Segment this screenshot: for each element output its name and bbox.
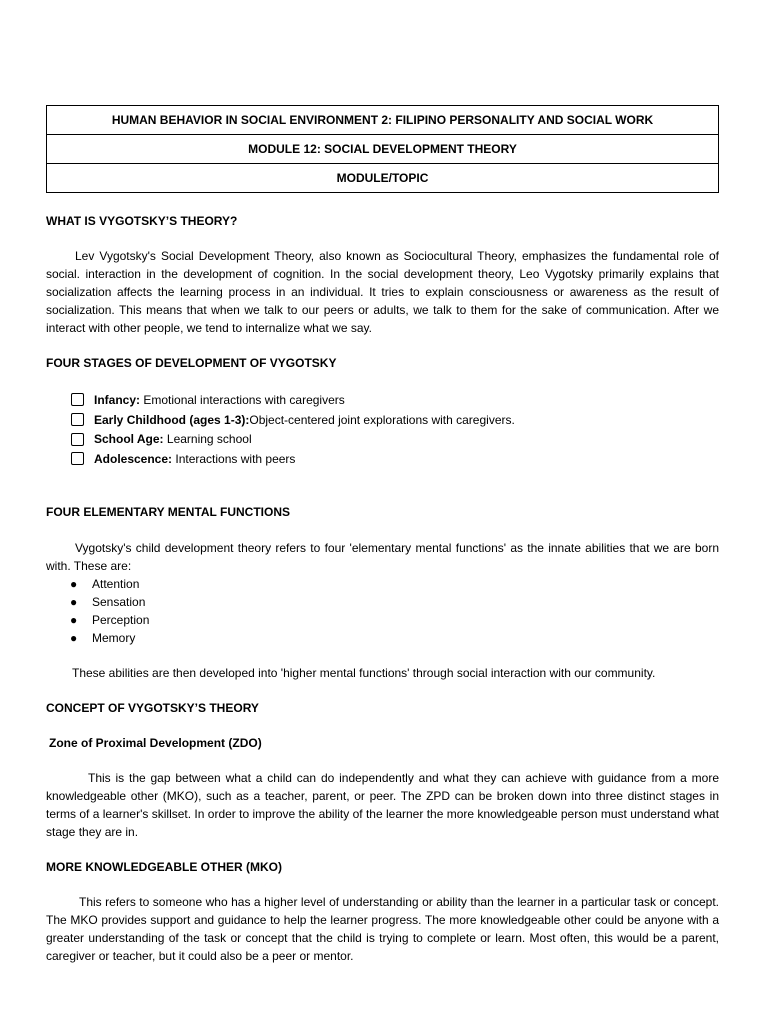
heading-mko: MORE KNOWLEDGEABLE OTHER (MKO) (46, 859, 282, 874)
stage-item-school-age (71, 429, 719, 449)
checkbox-icon[interactable] (71, 413, 84, 426)
module-title: MODULE 12: SOCIAL DEVELOPMENT THEORY (47, 135, 719, 164)
checkbox-icon[interactable] (71, 452, 84, 465)
mental-functions-list (46, 575, 719, 647)
heading-mental-functions: FOUR ELEMENTARY MENTAL FUNCTIONS (46, 504, 290, 519)
heading-four-stages: FOUR STAGES OF DEVELOPMENT OF VYGOTSKY (46, 356, 337, 370)
stage-item-early-childhood (71, 410, 719, 430)
header-table (46, 105, 719, 193)
subheading-zpd: Zone of Proximal Development (ZDO) (49, 735, 262, 750)
stage-desc: Object-centered joint explorations with caregivers. (249, 412, 515, 427)
list-item: ● Sensation (70, 594, 146, 609)
module-topic: MODULE/TOPIC (47, 164, 719, 193)
bullet-icon: ● (70, 630, 78, 645)
list-item: ● Attention (70, 576, 140, 591)
paragraph-mko: This refers to someone who has a higher level of understanding or ability than the learner in a particular task or concept. The MKO provides support and guidance to help the learner progress. The more knowledgeable other could be anyone with a greater understanding of the task or concept that the child is trying to complete or learn. Most often, this would be a parent, caregiver or teacher, but it could also be a peer or mentor. (46, 894, 719, 963)
course-title: HUMAN BEHAVIOR IN SOCIAL ENVIRONMENT 2: FILIPINO PERSONALITY AND SOCIAL WORK (47, 106, 719, 135)
document-page (46, 105, 719, 965)
heading-vygotsky-theory: WHAT IS VYGOTSKY’S THEORY? (46, 214, 238, 228)
checkbox-icon[interactable] (71, 433, 84, 446)
paragraph-zpd: This is the gap between what a child can do independently and what they can achieve with guidance from a more knowledgeable other (MKO), such as a teacher, parent, or peer. The ZPD can be broken down into three distinct stages in terms of a learner's skillset. In order to improve the ability of the learner the more knowledgeable person must understand what stage they are in. (46, 770, 719, 839)
stage-item-adolescence (71, 449, 719, 469)
list-item: ● Perception (70, 612, 150, 627)
stage-label: Infancy: (94, 392, 141, 407)
stage-desc: Emotional interactions with caregivers (140, 392, 345, 407)
paragraph-theory-intro: Lev Vygotsky's Social Development Theory, also known as Sociocultural Theory, emphasizes the fundamental role of social. interaction in the development of cognition. In the social development theory, Leo Vygotsky primarily explains that socialization affects the learning process in an individual. It tries to explain consciousness or awareness as the result of socialization. This means that when we talk to our peers or adults, we talk to them for the sake of communication. After we interact with other people, we tend to internalize what we say. (46, 249, 719, 335)
stages-checklist (46, 390, 719, 469)
list-item: ● Memory (70, 630, 136, 645)
stage-desc: Learning school (163, 432, 252, 447)
heading-concept: CONCEPT OF VYGOTSKY’S THEORY (46, 700, 259, 715)
paragraph-higher-functions: These abilities are then developed into 'higher mental functions' through social interaction with our community. (72, 665, 656, 680)
bullet-icon: ● (70, 576, 78, 591)
stage-label: Adolescence: (94, 451, 173, 466)
stage-label: School Age: (94, 432, 164, 447)
stage-item-infancy (71, 390, 719, 410)
paragraph-mental-functions-intro: Vygotsky's child development theory refers to four 'elementary mental functions' as the innate abilities that we are born with. These are: (46, 540, 719, 573)
bullet-icon: ● (70, 594, 78, 609)
checkbox-icon[interactable] (71, 393, 84, 406)
stage-label: Early Childhood (ages 1-3): (94, 412, 250, 427)
bullet-icon: ● (70, 612, 78, 627)
stage-desc: Interactions with peers (172, 451, 296, 466)
